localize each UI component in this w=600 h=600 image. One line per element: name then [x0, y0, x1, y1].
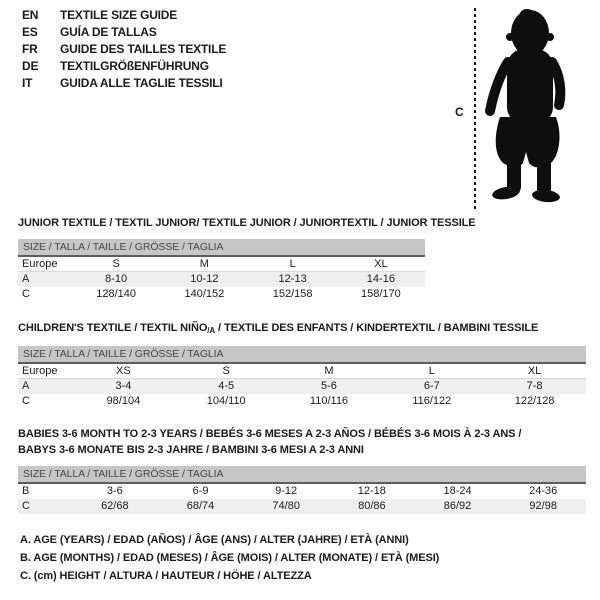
language-code: EN [22, 8, 39, 22]
size-cell: 5-6 [321, 380, 337, 392]
row-label-cell: C [22, 288, 30, 300]
size-cell: 6-7 [423, 380, 440, 392]
table-title: JUNIOR TEXTILE / TEXTIL JUNIOR/ TEXTILE JUNIOR / JUNIORTEXTIL / JUNIOR TESSILE [18, 217, 476, 229]
size-cell: 6-9 [192, 485, 209, 497]
footnote-a: A. AGE (YEARS) / EDAD (AÑOS) / ÂGE (ANS) / ALTER (JAHRE) / ETÀ (ANNI) [20, 534, 409, 546]
table-title-subscript: /A [207, 326, 216, 335]
size-cell: XL [374, 258, 388, 270]
table-row-height [18, 394, 586, 409]
row-label-cell: C [22, 395, 30, 407]
row-label-cell: Europe [22, 258, 58, 270]
footnote-c: C. (cm) HEIGHT / ALTURA / HAUTEUR / HÖHE / ALTEZZA [20, 570, 312, 582]
size-cell: 12-13 [278, 273, 307, 285]
table-title [18, 426, 558, 458]
size-cell: 14-16 [366, 273, 395, 285]
table-row-age [18, 272, 425, 287]
row-label-cell: A [22, 273, 30, 285]
junior-textile-table [18, 216, 476, 302]
table-title [18, 321, 586, 338]
size-cell: M [199, 258, 209, 270]
size-cell: 4-5 [218, 380, 235, 392]
size-cell: L [289, 258, 296, 270]
language-code: FR [22, 42, 38, 56]
language-list [22, 7, 226, 92]
size-cell: XL [527, 365, 542, 377]
table-row-europe [18, 364, 586, 379]
size-header-bar: SIZE / TALLA / TAILLE / GRÖSSE / TAGLIA [18, 466, 586, 484]
language-label: GUIDE DES TAILLES TEXTILE [60, 42, 227, 56]
size-cell: 24-36 [529, 485, 558, 497]
size-cell: 122/128 [514, 395, 555, 407]
size-cell: 8-10 [105, 273, 128, 285]
height-dashed-line [474, 8, 476, 209]
size-cell: XS [116, 365, 131, 377]
table-row-age-months [18, 484, 586, 499]
size-cell: 18-24 [443, 485, 472, 497]
table-title-line1: BABIES 3-6 MONTH TO 2-3 YEARS / BEBÉS 3-6 MESES A 2-3 AÑOS / BÉBÉS 3-6 MOIS À 2-3 ANS / [18, 428, 522, 440]
language-label: GUIDA ALLE TAGLIE TESSILI [60, 76, 223, 90]
language-row-fr [22, 41, 226, 58]
language-row-de [22, 58, 226, 75]
childrens-textile-table [18, 321, 586, 409]
size-cell: 158/170 [360, 288, 401, 300]
size-cell: S [112, 258, 120, 270]
babies-textile-table [18, 426, 586, 514]
language-code: DE [22, 59, 39, 73]
language-code: ES [22, 25, 38, 39]
size-header-bar: SIZE / TALLA / TAILLE / GRÖSSE / TAGLIA [18, 346, 586, 364]
table-title-main: CHILDREN'S TEXTILE / TEXTIL NIÑO [18, 322, 208, 334]
size-cell: 152/158 [272, 288, 313, 300]
table-row-europe [18, 257, 425, 272]
language-label: TEXTILE SIZE GUIDE [60, 8, 178, 22]
size-cell: 10-12 [190, 273, 219, 285]
language-row-it [22, 75, 226, 92]
language-label: GUÍA DE TALLAS [60, 25, 157, 39]
language-row-es [22, 24, 226, 41]
size-cell: 3-6 [106, 485, 123, 497]
size-cell: 140/152 [184, 288, 225, 300]
size-cell: 116/122 [412, 395, 452, 407]
size-cell: 98/104 [106, 395, 141, 407]
language-label: TEXTILGRÖßENFÜHRUNG [60, 59, 209, 73]
footnote-legend [20, 531, 439, 585]
table-row-age [18, 379, 586, 394]
size-cell: 12-18 [357, 485, 386, 497]
table-title-line2: BABYS 3-6 MONATE BIS 2-3 JAHRE / BAMBINI 3-6 MESI A 2-3 ANNI [18, 444, 364, 456]
size-cell: 62/68 [101, 500, 129, 512]
size-cell: 80/86 [358, 500, 386, 512]
table-row-height [18, 287, 425, 302]
size-cell: 74/80 [272, 500, 300, 512]
size-cell: 9-12 [275, 485, 298, 497]
size-cell: 104/110 [206, 395, 246, 407]
size-cell: M [324, 365, 334, 377]
size-cell: 3-4 [115, 380, 132, 392]
row-label-cell: A [22, 380, 30, 392]
row-label-cell: C [22, 500, 30, 512]
row-label-cell: B [22, 485, 30, 497]
size-cell: 7-8 [526, 380, 543, 392]
baby-silhouette-icon [480, 5, 590, 205]
table-title-rest: / TEXTILE DES ENFANTS / KINDERTEXTIL / BAMBINI TESSILE [215, 322, 539, 334]
size-header-bar: SIZE / TALLA / TAILLE / GRÖSSE / TAGLIA [18, 239, 425, 257]
size-cell: 92/98 [529, 500, 557, 512]
footnote-b: B. AGE (MONTHS) / EDAD (MESES) / ÂGE (MOIS) / ALTER (MONATE) / ETÀ (MESI) [20, 552, 440, 564]
row-label-cell: Europe [22, 365, 58, 377]
size-cell: 128/140 [96, 288, 136, 300]
size-cell: 110/116 [309, 395, 349, 407]
size-cell: L [428, 365, 435, 377]
language-row-en [22, 7, 226, 24]
height-marker-label: C [455, 105, 464, 119]
size-cell: 86/92 [443, 500, 472, 512]
size-cell: S [222, 365, 230, 377]
table-row-height [18, 499, 586, 514]
language-code: IT [22, 76, 33, 90]
size-cell: 68/74 [186, 500, 215, 512]
